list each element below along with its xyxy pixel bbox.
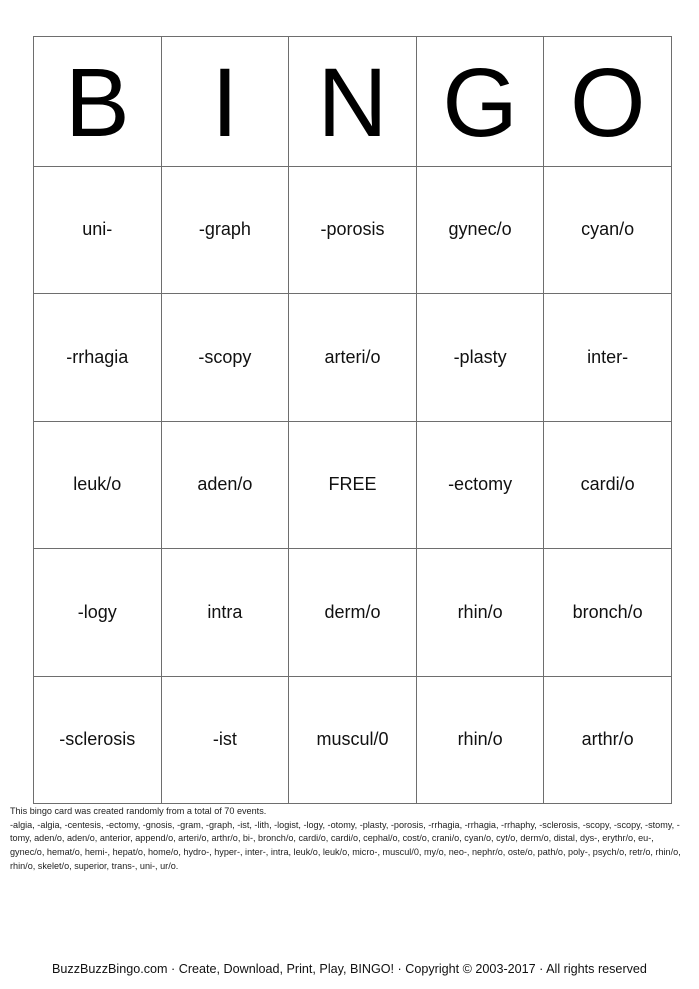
card-cell: derm/o [289,549,417,677]
notes-intro: This bingo card was created randomly from a total of 70 events. [10,806,267,816]
card-cell: muscul/0 [289,676,417,804]
card-cell: gynec/o [416,166,544,294]
card-cell: leuk/o [34,421,162,549]
card-cell: -logy [34,549,162,677]
card-cell: -plasty [416,294,544,422]
card-cell: -graph [161,166,289,294]
header-row [34,37,672,167]
card-cell: -ectomy [416,421,544,549]
header-letter-i: I [161,37,289,167]
notes-event-list: -algia, -algia, -centesis, -ectomy, -gnosis, -gram, -graph, -ist, -lith, -logist, -logy, -otomy, -plasty, -porosis, -rrhagia, -rrhagia, -rrhaphy, -sclerosis, -scopy, -scopy, -stomy, -tomy, aden/o, aden/o, anterior, append/o, arteri/o, arthr/o, bi-, bronch/o, cardi/o, cardi/o, cephal/o, cost/o, crani/o, cyan/o, cyt/o, derm/o, distal, dys-, erythr/o, eu-, gynec/o, hemat/o, hemi-, hepat/o, home/o, hydro-, hyper-, inter-, intra, leuk/o, leuk/o, micro-, muscul/0, my/o, neo-, nephr/o, oste/o, path/o, poly-, psych/o, retr/o, rhin/o, rhin/o, skelet/o, superior, trans-, uni-, ur/o. [10,819,681,871]
page-footer: BuzzBuzzBingo.com · Create, Download, Print, Play, BINGO! · Copyright © 2003-2017 · All rights reserved [52,962,647,976]
card-cell: arthr/o [544,676,672,804]
card-cell: aden/o [161,421,289,549]
card-cell: arteri/o [289,294,417,422]
card-cell: bronch/o [544,549,672,677]
card-cell: cardi/o [544,421,672,549]
card-cell: intra [161,549,289,677]
card-cell: -ist [161,676,289,804]
header-letter-g: G [416,37,544,167]
card-row-3 [34,421,672,549]
card-row-1 [34,166,672,294]
card-row-2 [34,294,672,422]
card-cell: rhin/o [416,676,544,804]
free-space-cell: FREE [289,421,417,549]
header-letter-b: B [34,37,162,167]
card-cell: cyan/o [544,166,672,294]
card-row-4 [34,549,672,677]
card-cell: -rrhagia [34,294,162,422]
card-cell: -sclerosis [34,676,162,804]
header-letter-n: N [289,37,417,167]
header-letter-o: O [544,37,672,167]
card-cell: -scopy [161,294,289,422]
card-cell: uni- [34,166,162,294]
card-cell: -porosis [289,166,417,294]
card-cell: rhin/o [416,549,544,677]
card-notes [10,805,690,874]
card-row-5 [34,676,672,804]
card-cell: inter- [544,294,672,422]
bingo-card [33,36,672,804]
